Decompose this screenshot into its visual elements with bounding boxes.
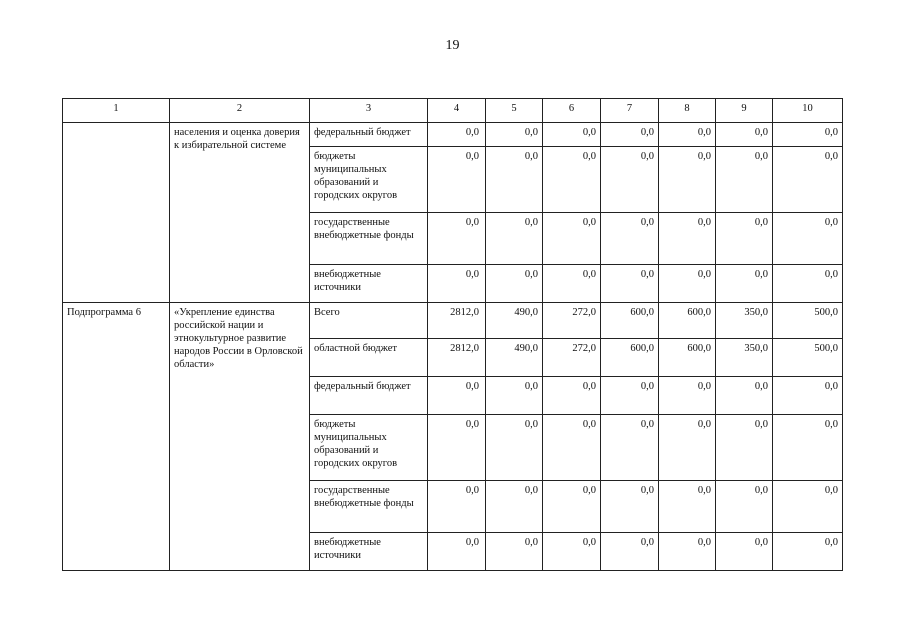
budget-table (62, 98, 843, 571)
value-cell: 600,0 (601, 303, 659, 339)
value-cell: 0,0 (543, 533, 601, 571)
value-cell: 0,0 (716, 377, 773, 415)
value-cell: 272,0 (543, 339, 601, 377)
value-cell: 490,0 (486, 339, 543, 377)
value-cell: 0,0 (716, 123, 773, 147)
value-cell: 0,0 (716, 265, 773, 303)
funding-source-cell: федеральный бюджет (310, 377, 428, 415)
value-cell: 272,0 (543, 303, 601, 339)
value-cell: 0,0 (601, 265, 659, 303)
value-cell: 500,0 (773, 339, 843, 377)
funding-source-cell: внебюджетные источники (310, 265, 428, 303)
value-cell: 0,0 (716, 213, 773, 265)
column-header: 4 (428, 99, 486, 123)
column-header: 9 (716, 99, 773, 123)
value-cell: 490,0 (486, 303, 543, 339)
value-cell: 0,0 (716, 481, 773, 533)
value-cell: 0,0 (601, 533, 659, 571)
value-cell: 0,0 (486, 123, 543, 147)
value-cell: 0,0 (428, 533, 486, 571)
page-number: 19 (445, 38, 460, 53)
value-cell: 0,0 (773, 533, 843, 571)
value-cell: 0,0 (428, 123, 486, 147)
funding-source-cell: Всего (310, 303, 428, 339)
value-cell: 0,0 (659, 415, 716, 481)
value-cell: 0,0 (601, 415, 659, 481)
column-header: 1 (63, 99, 170, 123)
program-name-cell: «Укрепление единства российской нации и этнокультурное развитие народов России в Орловской области» (170, 303, 310, 571)
column-header: 2 (170, 99, 310, 123)
funding-source-cell: федеральный бюджет (310, 123, 428, 147)
value-cell: 0,0 (428, 213, 486, 265)
value-cell: 350,0 (716, 339, 773, 377)
program-cell: Подпрограмма 6 (63, 303, 170, 571)
column-header: 3 (310, 99, 428, 123)
value-cell: 0,0 (773, 377, 843, 415)
value-cell: 0,0 (543, 265, 601, 303)
value-cell: 0,0 (543, 377, 601, 415)
value-cell: 0,0 (659, 377, 716, 415)
column-header: 5 (486, 99, 543, 123)
value-cell: 0,0 (543, 123, 601, 147)
value-cell: 0,0 (428, 147, 486, 213)
value-cell: 0,0 (486, 533, 543, 571)
value-cell: 0,0 (601, 123, 659, 147)
value-cell: 0,0 (543, 481, 601, 533)
value-cell: 0,0 (486, 265, 543, 303)
value-cell: 0,0 (659, 481, 716, 533)
funding-source-cell: областной бюджет (310, 339, 428, 377)
value-cell: 600,0 (601, 339, 659, 377)
value-cell: 0,0 (543, 147, 601, 213)
value-cell: 0,0 (601, 377, 659, 415)
value-cell: 0,0 (601, 147, 659, 213)
value-cell: 0,0 (428, 377, 486, 415)
value-cell: 0,0 (428, 265, 486, 303)
value-cell: 0,0 (486, 415, 543, 481)
column-header: 10 (773, 99, 843, 123)
funding-source-cell: государственные внебюджетные фонды (310, 213, 428, 265)
table-row (63, 123, 843, 147)
value-cell: 2812,0 (428, 303, 486, 339)
value-cell: 0,0 (659, 265, 716, 303)
value-cell: 0,0 (659, 147, 716, 213)
value-cell: 0,0 (601, 213, 659, 265)
value-cell: 0,0 (773, 481, 843, 533)
value-cell: 500,0 (773, 303, 843, 339)
funding-source-cell: бюджеты муниципальных образований и городских округов (310, 147, 428, 213)
header-row (63, 99, 843, 123)
column-header: 7 (601, 99, 659, 123)
value-cell: 0,0 (486, 213, 543, 265)
table-row (63, 303, 843, 339)
column-header: 8 (659, 99, 716, 123)
value-cell: 0,0 (716, 415, 773, 481)
program-name-cell: населения и оценка доверия к избирательной системе (170, 123, 310, 303)
value-cell: 600,0 (659, 339, 716, 377)
value-cell: 0,0 (428, 481, 486, 533)
value-cell: 0,0 (773, 265, 843, 303)
value-cell: 0,0 (543, 415, 601, 481)
value-cell: 0,0 (486, 481, 543, 533)
value-cell: 0,0 (773, 147, 843, 213)
table-body (63, 123, 843, 571)
column-header: 6 (543, 99, 601, 123)
value-cell: 0,0 (601, 481, 659, 533)
value-cell: 0,0 (773, 213, 843, 265)
program-cell (63, 123, 170, 303)
funding-source-cell: государственные внебюджетные фонды (310, 481, 428, 533)
value-cell: 0,0 (659, 533, 716, 571)
value-cell: 0,0 (428, 415, 486, 481)
value-cell: 0,0 (543, 213, 601, 265)
value-cell: 0,0 (716, 533, 773, 571)
value-cell: 0,0 (659, 213, 716, 265)
value-cell: 2812,0 (428, 339, 486, 377)
value-cell: 0,0 (486, 377, 543, 415)
funding-source-cell: внебюджетные источники (310, 533, 428, 571)
value-cell: 350,0 (716, 303, 773, 339)
value-cell: 0,0 (773, 415, 843, 481)
value-cell: 0,0 (659, 123, 716, 147)
value-cell: 0,0 (773, 123, 843, 147)
funding-source-cell: бюджеты муниципальных образований и городских округов (310, 415, 428, 481)
value-cell: 0,0 (486, 147, 543, 213)
value-cell: 600,0 (659, 303, 716, 339)
value-cell: 0,0 (716, 147, 773, 213)
